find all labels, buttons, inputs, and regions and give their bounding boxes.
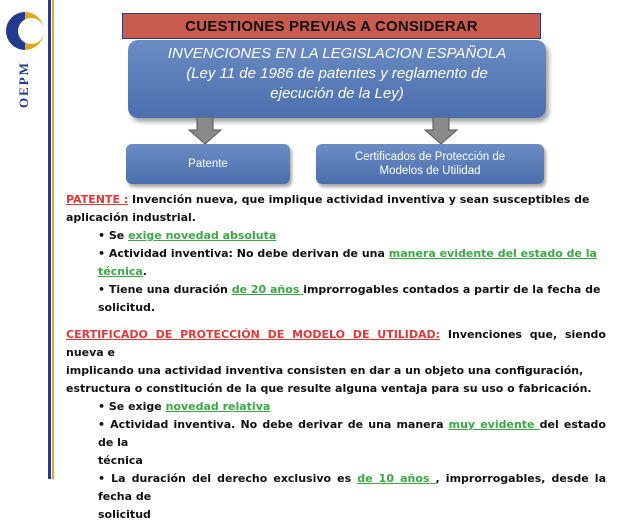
patente-box — [126, 144, 290, 184]
inventions-box — [128, 40, 546, 118]
blue-divider — [48, 0, 51, 479]
modelo-definition — [66, 326, 606, 362]
patente-bullet-duracion-cont: solicitud. — [98, 301, 156, 314]
oepm-logo-icon — [4, 4, 46, 58]
bullet-text: • Tiene una duración — [98, 283, 232, 296]
arrow-down-icon — [424, 117, 458, 145]
patente-bullet-actividad-cont — [66, 263, 606, 281]
logo-sidebar — [0, 0, 52, 479]
body-text — [66, 191, 606, 524]
modelo-bullet-actividad — [66, 416, 606, 452]
modelos-label-line-2: Modelos de Utilidad — [379, 165, 481, 177]
patente-definition — [66, 191, 606, 209]
modelos-label-line-1: Certificados de Protección de — [354, 151, 506, 163]
patente-bullet-novedad — [66, 227, 606, 245]
modelo-heading: CERTIFICADO DE PROTECCIÓN DE MODELO DE UTILIDAD: — [66, 328, 441, 341]
modelo-bullet-duracion — [66, 470, 606, 506]
patente-definition-cont: aplicación industrial. — [66, 211, 196, 224]
inventions-line-2: (Ley 11 de 1986 de patentes y reglamento de — [186, 65, 488, 82]
bullet-text: improrrogables contados a partir de la fecha de — [303, 283, 601, 296]
gold-divider — [52, 0, 54, 479]
bullet-text: • Se — [98, 229, 129, 242]
modelo-definition-cont: implicando una actividad inventiva consisten en dar a un objeto una configuración, — [66, 364, 584, 377]
modelo-intro: Invenciones que, siendo nueva e — [66, 328, 606, 359]
bullet-text: • Actividad inventiva: No debe derivan de una — [98, 247, 389, 260]
patente-bullet-duracion — [66, 281, 606, 299]
modelo-bullet-novedad — [66, 398, 606, 416]
patente-heading: PATENTE : — [66, 193, 129, 206]
patente-bullet-actividad — [66, 245, 606, 263]
modelo-bullet-actividad-cont: técnica — [98, 454, 143, 467]
bullet-text: • Actividad inventiva. No debe derivar de una manera — [98, 418, 449, 431]
page-title: CUESTIONES PREVIAS A CONSIDERAR — [122, 13, 541, 39]
bullet-text: • La duración del derecho exclusivo es — [98, 472, 358, 485]
highlight-text: muy evidente — [448, 418, 540, 431]
bullet-text: . — [142, 265, 147, 278]
highlight-text: manera evidente del estado de la — [388, 247, 597, 260]
bullet-text: del estado de la — [98, 418, 606, 449]
inventions-line-3: ejecución de la Ley) — [270, 85, 404, 102]
bullet-text: , improrrogables, desde la fecha de — [98, 472, 606, 503]
arrow-down-icon — [188, 117, 222, 145]
patente-label: Patente — [188, 158, 228, 170]
modelos-utilidad-box — [316, 144, 544, 184]
highlight-text: técnica — [98, 265, 143, 278]
oepm-logo-text: OEPM — [16, 61, 31, 108]
patente-intro: Invención nueva, que implique actividad inventiva y sean susceptibles de — [128, 193, 590, 206]
bullet-text: • Se exige — [98, 400, 166, 413]
highlight-text: novedad relativa — [165, 400, 271, 413]
modelo-bullet-duracion-cont: solicitud — [98, 508, 151, 521]
highlight-text: de 20 años — [231, 283, 304, 296]
highlight-text: exige novedad absoluta — [128, 229, 277, 242]
inventions-line-1: INVENCIONES EN LA LEGISLACION ESPAÑOLA — [167, 45, 507, 62]
modelo-definition-cont-2: estructura o constitución de la que resulte alguna ventaja para su uso o fabricación. — [66, 382, 592, 395]
highlight-text: de 10 años — [357, 472, 436, 485]
